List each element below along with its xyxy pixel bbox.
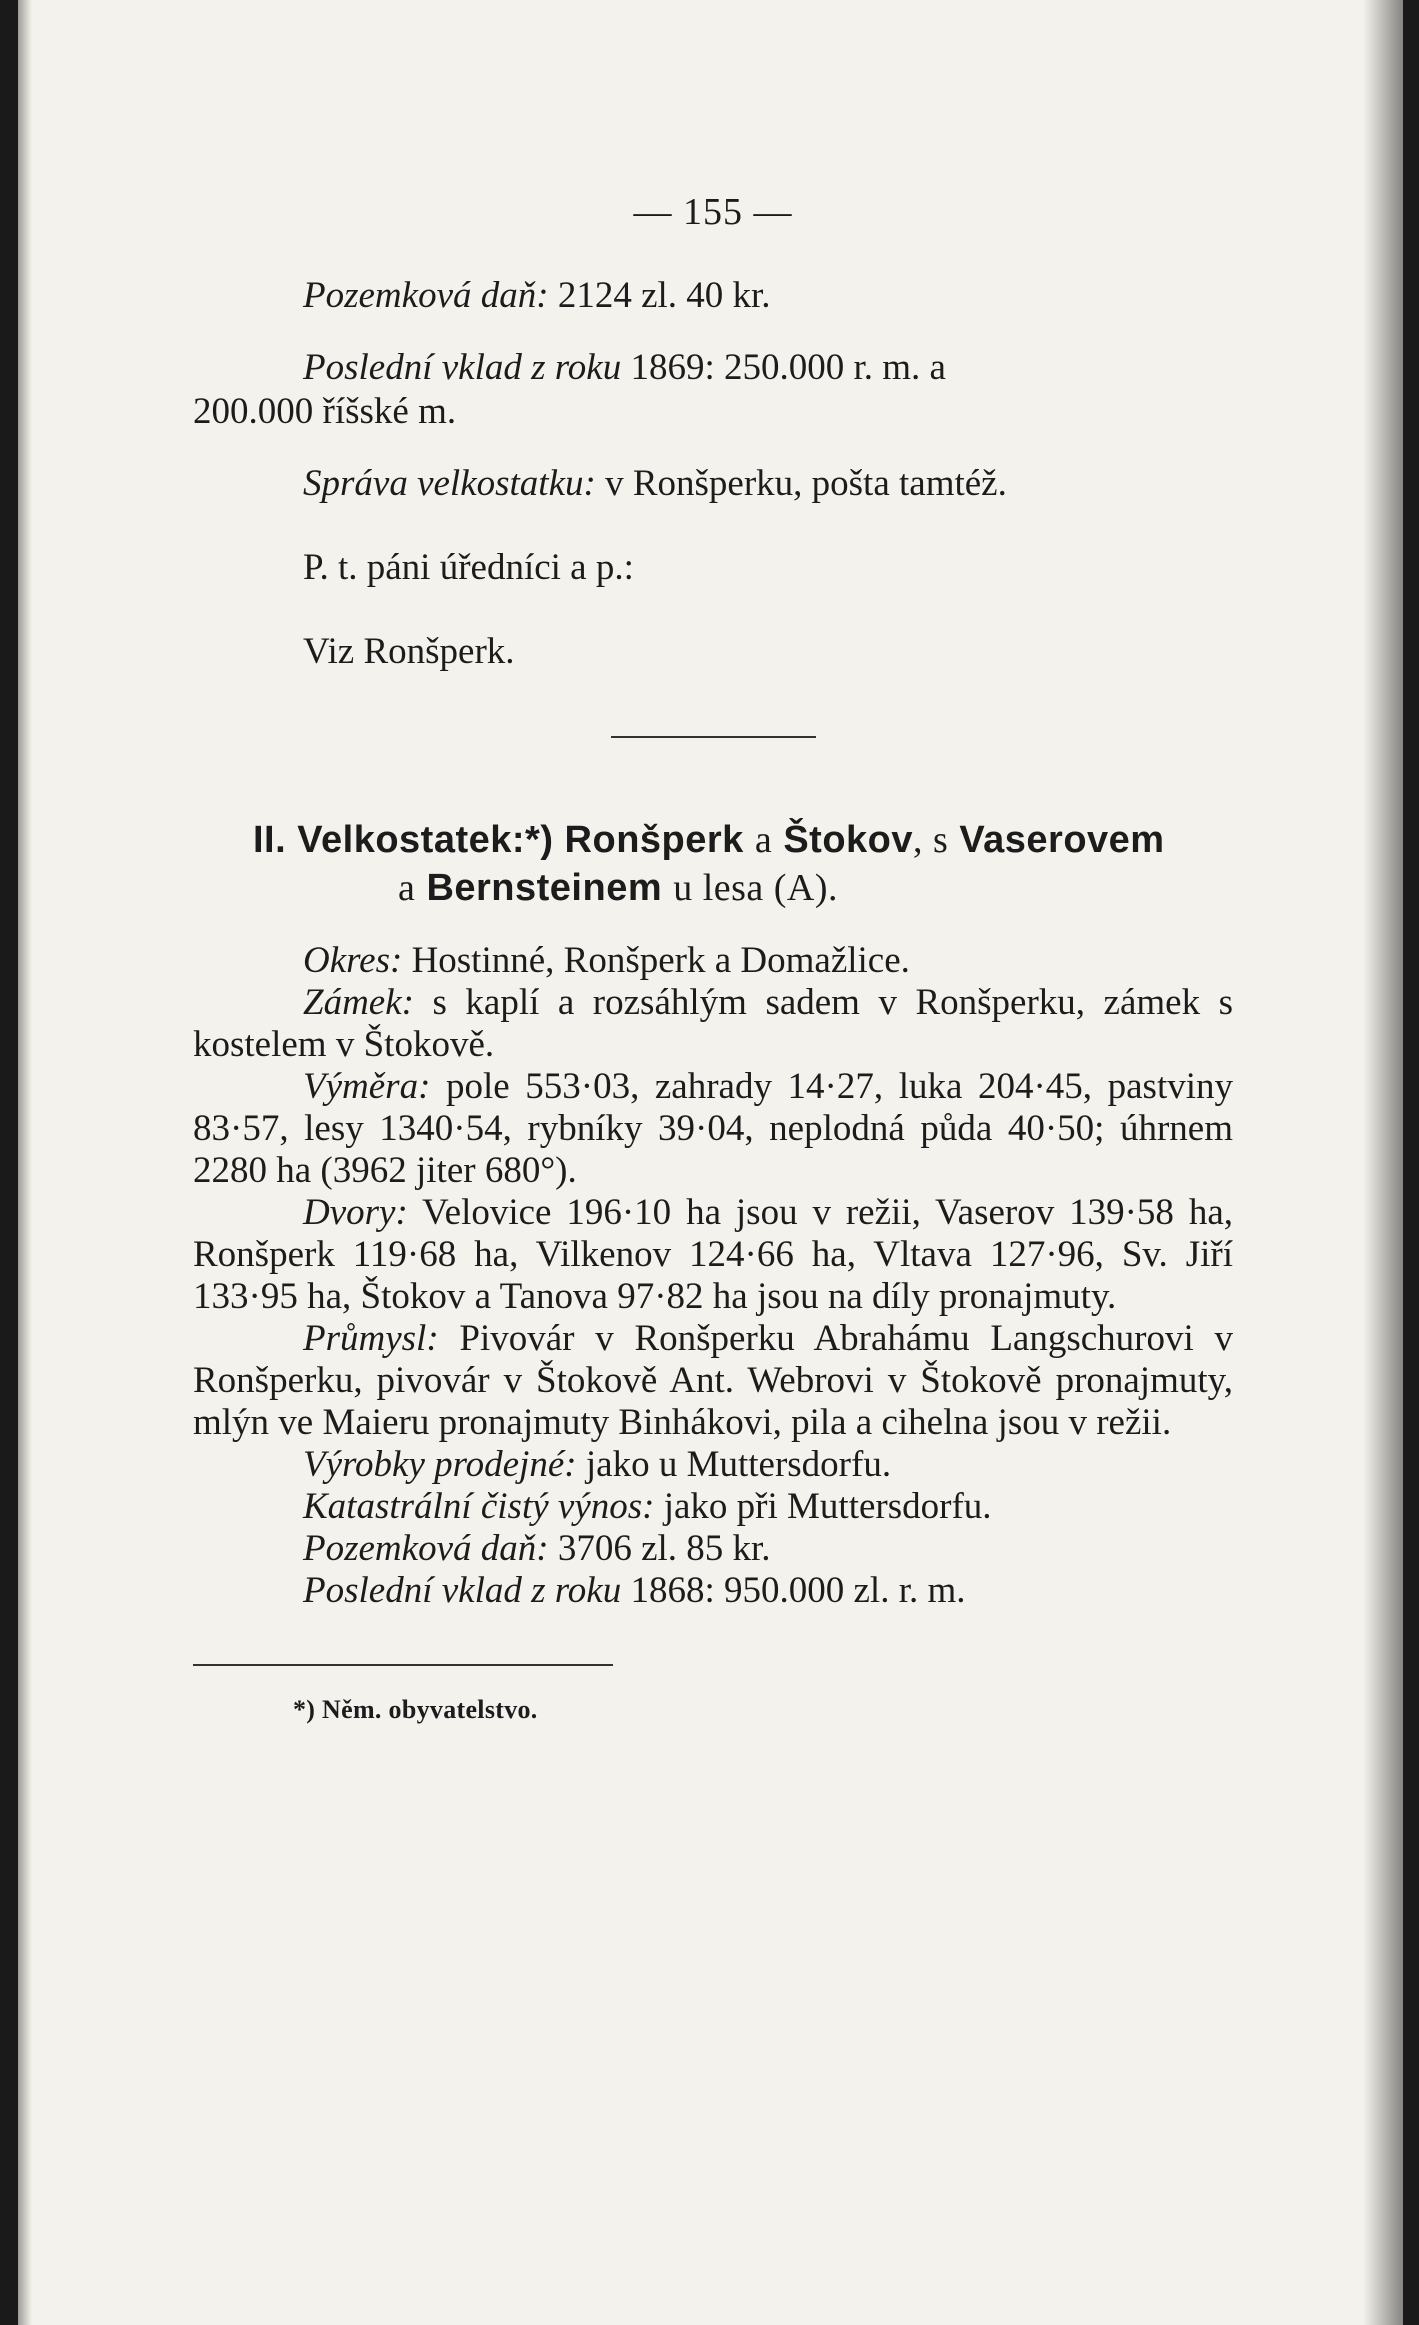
page-content [193, 190, 1233, 1732]
deposit-line-2: 200.000 říšské m. [193, 391, 457, 432]
section-title-6: Vaserovem [959, 819, 1165, 861]
admin-label: Správa velkostatku: [303, 463, 596, 504]
section-title-2: Ronšperk [564, 819, 744, 861]
section-title-4: Štokov [783, 819, 914, 861]
section-title-5: , s [913, 819, 949, 861]
farms-value: Velovice 196·10 ha jsou v režii, Vaserov 139·58 ha, Ronšperk 119·68 ha, Vilkenov 124·66 ha, Vltava 127·96, Sv. Jiří 133·95 ha, Štokov a Tanova 97·82 ha jsou na díly pronajmuty. [193, 1192, 1233, 1317]
estate-details [193, 940, 1233, 1612]
section-title-1: Velkostatek:*) [297, 819, 554, 861]
products-paragraph [193, 1444, 1233, 1486]
section-line2-c: u lesa (A). [673, 867, 839, 909]
section-tax-label: Pozemková daň: [303, 1528, 549, 1569]
section-line2-b: Bernsteinem [426, 867, 663, 909]
industry-label: Průmysl: [303, 1318, 439, 1359]
center-divider [611, 736, 816, 738]
section-deposit-paragraph [193, 1570, 1233, 1612]
district-label: Okres: [303, 940, 403, 981]
area-paragraph [193, 1066, 1233, 1192]
industry-paragraph [193, 1318, 1233, 1444]
binding-shadow [18, 0, 32, 2325]
tax-line [193, 274, 1233, 318]
section-number: II. [253, 819, 287, 861]
admin-line [193, 462, 1233, 506]
admin-value: v Ronšperku, pošta tamtéž. [605, 463, 1007, 504]
officials-line: P. t. páni úředníci a p.: [303, 547, 634, 588]
section-heading [193, 816, 1233, 912]
section-heading-line2 [338, 864, 1233, 912]
area-value: pole 553·03, zahrady 14·27, luka 204·45, pastviny 83·57, lesy 1340·54, rybníky 39·04, neplodná půda 40·50; úhrnem 2280 ha (3962 jiter 680°). [193, 1066, 1233, 1191]
section-tax-paragraph [193, 1528, 1233, 1570]
district-paragraph [193, 940, 1233, 982]
deposit-line [193, 346, 1233, 390]
section-deposit-value: 1868: 950.000 zl. r. m. [630, 1570, 966, 1611]
section-title-3: a [754, 819, 773, 861]
section-deposit-label: Poslední vklad z roku [303, 1570, 622, 1611]
scanned-page [18, 0, 1403, 2325]
deposit-label: Poslední vklad z roku [303, 347, 622, 388]
castle-value: s kaplí a rozsáhlým sadem v Ronšperku, zámek s kostelem v Štokově. [193, 982, 1234, 1065]
see-line: Viz Ronšperk. [303, 631, 515, 672]
castle-label: Zámek: [303, 982, 414, 1023]
castle-paragraph [193, 982, 1233, 1066]
products-label: Výrobky prodejné: [303, 1444, 577, 1485]
district-value: Hostinné, Ronšperk a Domažlice. [411, 940, 910, 981]
page-edge-shadow [1363, 0, 1403, 2325]
section-line2-a: a [398, 867, 416, 909]
deposit-value-1: 1869: 250.000 r. m. a [630, 347, 946, 388]
farms-paragraph [193, 1192, 1233, 1318]
cadastral-label: Katastrální čistý výnos: [303, 1486, 655, 1527]
area-label: Výměra: [303, 1066, 431, 1107]
products-value: jako u Muttersdorfu. [585, 1444, 892, 1485]
section-tax-value: 3706 zl. 85 kr. [557, 1528, 771, 1569]
cadastral-value: jako při Muttersdorfu. [663, 1486, 992, 1527]
page-number: — 155 — [633, 191, 793, 233]
footnote: *) Něm. obyvatelstvo. [293, 1695, 538, 1724]
cadastral-paragraph [193, 1486, 1233, 1528]
farms-label: Dvory: [303, 1192, 408, 1233]
tax-value: 2124 zl. 40 kr. [557, 275, 771, 316]
tax-label: Pozemková daň: [303, 275, 549, 316]
industry-value: Pivovár v Ronšperku Abrahámu Langschurovi v Ronšperku, pivovár v Štokově Ant. Webrovi v Štokově pronajmuty, mlýn ve Maieru pronajmuty Binhákovi, pila a cihelna jsou v režii. [193, 1318, 1234, 1443]
footnote-divider [193, 1664, 613, 1666]
